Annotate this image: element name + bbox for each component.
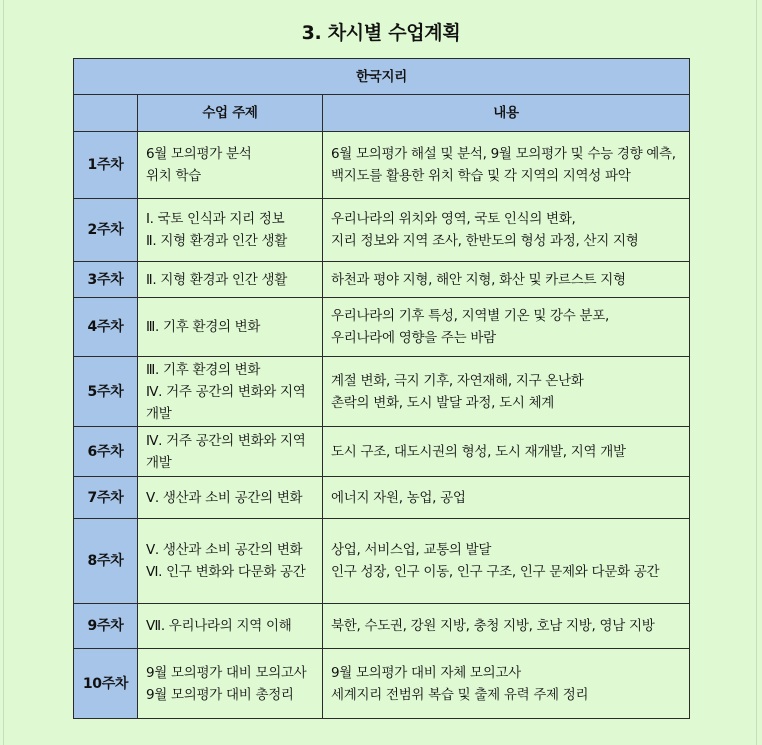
week-cell: 5주차 [74,357,138,427]
content-cell [323,427,690,477]
topic-cell [138,298,323,357]
content-line: 지리 정보와 지역 조사, 한반도의 형성 과정, 산지 지형 [331,233,639,249]
topic-line: Ⅵ. 인구 변화와 다문화 공간 [146,564,306,580]
topic-line: Ⅱ. 지형 환경과 인간 생활 [146,271,287,288]
column-header-topic: 수업 주제 [138,95,323,132]
content-cell [323,298,690,357]
topic-line: 9월 모의평가 대비 총정리 [146,686,294,703]
week-cell: 4주차 [74,298,138,357]
content-line: 우리나라에 영향을 주는 바람 [331,330,496,346]
content-line: 하천과 평야 지형, 해안 지형, 화산 및 카르스트 지형 [331,271,626,288]
week-cell: 10주차 [74,649,138,719]
topic-cell [138,132,323,199]
table-row [74,477,690,519]
week-cell: 1주차 [74,132,138,199]
column-header-content: 내용 [323,95,690,132]
topic-cell [138,519,323,604]
table-row [74,262,690,298]
content-cell [323,132,690,199]
topic-line: Ⅱ. 지형 환경과 인간 생활 [146,233,287,249]
table-row [74,519,690,604]
content-line: 9월 모의평가 대비 자체 모의고사 [331,664,521,681]
week-cell: 2주차 [74,199,138,262]
content-line: 도시 구조, 대도시권의 형성, 도시 재개발, 지역 개발 [331,443,626,460]
content-cell [323,519,690,604]
content-line: 에너지 자원, 농업, 공업 [331,489,466,506]
table-row [74,199,690,262]
table-row [74,298,690,357]
content-cell [323,357,690,427]
topic-line: Ⅲ. 기후 환경의 변화 [146,319,261,335]
topic-cell [138,649,323,719]
topic-line: Ⅲ. 기후 환경의 변화 [146,361,261,378]
content-cell [323,262,690,298]
week-cell: 8주차 [74,519,138,604]
content-line: 우리나라의 위치와 영역, 국토 인식의 변화, [331,211,576,227]
table-row [74,132,690,199]
topic-line: Ⅴ. 생산과 소비 공간의 변화 [146,542,303,558]
topic-line: Ⅰ. 국토 인식과 지리 정보 [146,211,285,227]
topic-cell [138,199,323,262]
content-line: 계절 변화, 극지 기후, 자연재해, 지구 온난화 [331,372,584,389]
topic-cell [138,604,323,649]
week-cell: 3주차 [74,262,138,298]
topic-line: Ⅶ. 우리나라의 지역 이해 [146,618,292,634]
topic-line: Ⅴ. 생산과 소비 공간의 변화 [146,489,303,506]
week-cell: 7주차 [74,477,138,519]
content-line: 촌락의 변화, 도시 발달 과정, 도시 체계 [331,394,555,411]
content-cell [323,477,690,519]
topic-line: 위치 학습 [146,168,201,184]
topic-line: 9월 모의평가 대비 모의고사 [146,664,307,681]
topic-line: Ⅳ. 거주 공간의 변화와 지역 [146,432,306,449]
table-caption: 한국지리 [74,59,690,95]
table-row [74,649,690,719]
topic-line: Ⅳ. 거주 공간의 변화와 지역 [146,383,306,400]
topic-cell [138,477,323,519]
content-line: 우리나라의 기후 특성, 지역별 기온 및 강수 분포, [331,308,610,324]
table-row [74,357,690,427]
topic-cell [138,357,323,427]
content-cell [323,649,690,719]
topic-line: 개발 [146,454,172,471]
content-line: 세계지리 전범위 복습 및 출제 유력 주제 정리 [331,686,589,703]
topic-cell [138,427,323,477]
content-line: 백지도를 활용한 위치 학습 및 각 지역의 지역성 파악 [331,168,631,184]
content-line: 인구 성장, 인구 이동, 인구 구조, 인구 문제와 다문화 공간 [331,564,660,580]
topic-cell [138,262,323,298]
table-row [74,427,690,477]
lesson-plan-table [73,58,690,719]
page-title: 3. 차시별 수업계획 [301,22,461,44]
column-header-week [74,95,138,132]
topic-line: 개발 [146,405,172,422]
table-row [74,604,690,649]
topic-line: 6월 모의평가 분석 [146,146,252,162]
content-cell [323,199,690,262]
week-cell: 9주차 [74,604,138,649]
content-line: 북한, 수도권, 강원 지방, 충청 지방, 호남 지방, 영남 지방 [331,618,655,634]
content-cell [323,604,690,649]
content-line: 상업, 서비스업, 교통의 발달 [331,542,492,558]
content-line: 6월 모의평가 해설 및 분석, 9월 모의평가 및 수능 경향 예측, [331,146,676,162]
week-cell: 6주차 [74,427,138,477]
